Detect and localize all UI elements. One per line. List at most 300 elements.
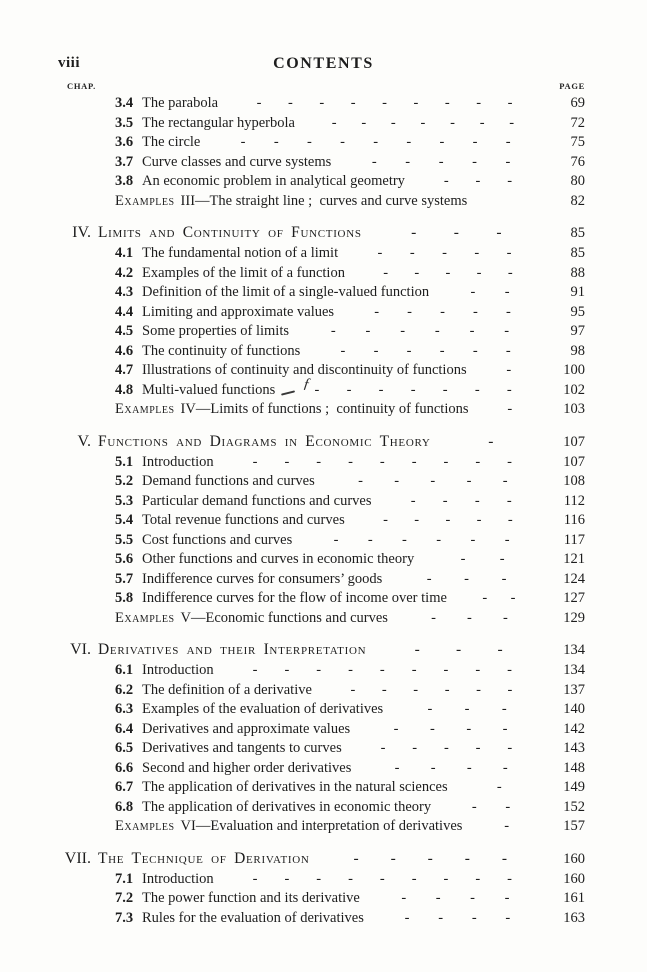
leader-dash: - — [371, 153, 377, 170]
entry-title: An economic problem in analytical geometry — [142, 173, 405, 189]
entry-title: The power function and its derivative — [142, 890, 360, 906]
leader-dash: - — [475, 740, 481, 756]
dash-leader — [372, 492, 549, 512]
section-number: 5.1 — [115, 453, 134, 470]
toc-entry — [58, 889, 585, 909]
leader-dash: - — [505, 153, 511, 170]
leader-dash: - — [444, 681, 450, 698]
leader-dash: - — [443, 453, 449, 470]
dash-leader — [383, 700, 549, 720]
section-number: 4.7 — [115, 362, 134, 378]
leader-dash: - — [330, 323, 336, 339]
leader-dash: - — [467, 609, 472, 626]
page-number: 148 — [563, 759, 585, 776]
section-number: 3.7 — [115, 153, 134, 170]
leader-dash: - — [507, 95, 513, 111]
entry-title: Other functions and curves in economic theory — [142, 551, 415, 567]
page-title: CONTENTS — [273, 55, 374, 72]
section-number: 5.8 — [115, 590, 134, 606]
leader-dash: - — [256, 95, 262, 111]
section-number: 4.3 — [115, 284, 134, 300]
leader-dash: - — [466, 720, 472, 737]
entry-title: Derivatives and tangents to curves — [142, 740, 342, 756]
examples-label: Examples — [115, 401, 175, 417]
page-number: 88 — [570, 264, 585, 281]
dash-leader — [295, 114, 549, 134]
section-number: 6.3 — [115, 701, 134, 717]
chapter-title: Functions and Diagrams in Economic Theory — [98, 432, 431, 450]
leader-dash: - — [252, 453, 258, 470]
entry-title: The rectangular hyperbola — [142, 114, 295, 131]
toc-entry — [58, 303, 585, 323]
leader-dash: - — [497, 641, 503, 658]
page-number: 103 — [563, 401, 585, 417]
toc-entry — [58, 661, 585, 681]
leader-dash: - — [377, 245, 383, 261]
page-column-label: PAGE — [559, 81, 585, 91]
toc-entry — [58, 94, 585, 114]
dash-leader — [289, 322, 549, 342]
leader-dash: - — [505, 342, 511, 359]
page-number: 107 — [563, 453, 585, 470]
toc-entry — [58, 759, 585, 779]
toc-entry — [58, 550, 585, 570]
leader-dash: - — [507, 681, 513, 698]
folio-number: viii — [58, 55, 81, 71]
page-number: 95 — [570, 303, 585, 320]
leader-dash: - — [379, 870, 385, 887]
dash-leader — [350, 720, 549, 740]
leader-dash: - — [442, 381, 448, 398]
leader-dash: - — [504, 284, 510, 300]
section-number: 7.3 — [115, 909, 134, 926]
leader-dash: - — [306, 134, 312, 150]
dash-leader — [312, 681, 549, 701]
leader-dash: - — [383, 512, 388, 528]
page-number: 129 — [563, 609, 585, 626]
leader-dash: - — [284, 453, 290, 470]
dash-leader — [345, 264, 549, 284]
entry-title: The definition of a derivative — [142, 681, 312, 698]
page-number: 98 — [570, 342, 585, 359]
toc-entry — [58, 472, 585, 492]
entry-title: Total revenue functions and curves — [142, 512, 345, 528]
leader-dash: - — [382, 95, 387, 111]
toc-entry — [58, 720, 585, 740]
dash-leader — [214, 661, 549, 681]
page-number: 163 — [563, 909, 585, 926]
section-number: 4.8 — [115, 381, 134, 398]
section-number: 6.1 — [115, 662, 134, 678]
leader-dash: - — [316, 662, 322, 678]
leader-dash: - — [414, 264, 420, 281]
entry-title: Examples of the evaluation of derivatives — [142, 701, 384, 717]
dash-leader — [448, 778, 549, 798]
chapter-numeral: VI. — [70, 641, 91, 658]
section-number: 5.2 — [115, 473, 134, 489]
leader-dash: - — [474, 245, 480, 261]
page-number: 152 — [563, 798, 585, 815]
section-number: 4.2 — [115, 264, 134, 281]
leader-dash: - — [475, 662, 481, 678]
leader-dash: - — [435, 890, 441, 906]
entry-title: The application of derivatives in the natural sciences — [142, 779, 448, 795]
leader-dash: - — [504, 818, 510, 834]
leader-dash: - — [380, 740, 386, 756]
leader-dash: - — [365, 323, 371, 339]
leader-dash: - — [506, 245, 512, 261]
leader-dash: - — [413, 681, 419, 698]
toc-entry — [58, 322, 585, 342]
page-number: 72 — [570, 114, 585, 131]
section-number: 5.3 — [115, 492, 134, 509]
dash-leader — [362, 222, 549, 243]
leader-dash: - — [470, 284, 476, 300]
toc-entry — [58, 283, 585, 303]
leader-dash: - — [506, 492, 512, 509]
leader-dash: - — [273, 134, 279, 150]
leader-dash: - — [348, 870, 353, 887]
leader-dash: - — [374, 303, 380, 320]
toc-entry — [58, 153, 585, 173]
toc-entry — [58, 172, 585, 192]
leader-dash: - — [400, 323, 406, 339]
chapter-title: Derivatives and their Interpretation — [98, 641, 367, 658]
toc-entry — [58, 264, 585, 284]
page-number: 121 — [563, 551, 585, 567]
toc-entry — [58, 511, 585, 531]
leader-dash: - — [429, 720, 435, 737]
entry-title: Examples of the limit of a function — [142, 264, 345, 281]
entry-title: Illustrations of continuity and discontinuity of functions — [142, 362, 467, 378]
toc-entry — [58, 531, 585, 551]
dash-leader — [345, 511, 549, 531]
section-number: 5.6 — [115, 551, 134, 567]
page-number: 108 — [563, 473, 585, 489]
leader-dash: - — [445, 512, 451, 528]
page-number: 117 — [563, 531, 585, 548]
entry-title: The application of derivatives in economic theory — [142, 798, 432, 815]
leader-dash: - — [319, 95, 325, 111]
leader-dash: - — [426, 570, 432, 587]
leader-dash: - — [240, 134, 246, 150]
leader-dash: - — [439, 342, 445, 359]
toc-entry — [58, 798, 585, 818]
leader-dash: - — [406, 342, 412, 359]
toc-chapter-heading — [58, 848, 585, 870]
leader-dash: - — [436, 531, 442, 548]
page-number: 124 — [563, 570, 585, 587]
leader-dash: - — [411, 453, 417, 470]
dash-leader — [300, 342, 549, 362]
leader-dash: - — [394, 759, 400, 776]
leader-dash: - — [504, 531, 510, 548]
leader-dash: - — [340, 134, 345, 150]
leader-dash: - — [506, 381, 512, 398]
page-number: 102 — [563, 381, 585, 398]
entry-title: III—The straight line ; curves and curve systems — [180, 192, 468, 209]
leader-dash: - — [414, 512, 420, 528]
dash-leader — [338, 244, 549, 264]
page-number: 134 — [563, 642, 585, 658]
entry-title: IV—Limits of functions ; continuity of functions — [180, 401, 469, 417]
leader-dash: - — [427, 849, 433, 867]
leader-dash: - — [466, 759, 472, 776]
dash-leader — [469, 400, 549, 420]
dash-leader — [366, 639, 549, 660]
leader-dash: - — [507, 870, 512, 887]
leader-dash: - — [507, 740, 513, 756]
section-number: 6.6 — [115, 759, 134, 776]
leader-dash: - — [501, 849, 508, 867]
page-number: 116 — [563, 512, 585, 528]
dash-leader — [310, 848, 549, 869]
entry-title: Curve classes and curve systems — [142, 153, 332, 170]
leader-dash: - — [470, 531, 476, 548]
leader-dash: - — [252, 662, 258, 678]
section-number: 4.6 — [115, 342, 134, 359]
leader-dash: - — [331, 114, 337, 131]
leader-dash: - — [378, 381, 384, 398]
leader-dash: - — [507, 264, 513, 281]
toc-entry — [58, 453, 585, 473]
toc-entry — [58, 570, 585, 590]
leader-dash: - — [409, 245, 415, 261]
chapter-title: Limits and Continuity of Functions — [98, 224, 362, 241]
page-header — [58, 55, 587, 74]
dash-leader — [351, 759, 549, 779]
page-number: 140 — [563, 701, 585, 717]
leader-dash: - — [438, 909, 444, 926]
toc-entry — [58, 817, 585, 837]
leader-dash: - — [507, 173, 513, 189]
leader-dash: - — [401, 890, 407, 906]
entry-title: Indifference curves for consumers’ goods — [142, 570, 383, 587]
page-number: 160 — [563, 850, 585, 867]
toc-entry — [58, 114, 585, 134]
leader-dash: - — [502, 759, 508, 776]
entry-title: Definition of the limit of a single-valued function — [142, 284, 430, 300]
leader-dash: - — [507, 662, 512, 678]
toc-entry — [58, 700, 585, 720]
section-number: 3.6 — [115, 134, 134, 150]
page-number: 112 — [563, 492, 585, 509]
leader-dash: - — [466, 473, 472, 489]
leader-dash: - — [288, 95, 293, 111]
leader-dash: - — [390, 849, 396, 867]
dash-leader — [431, 798, 549, 818]
chapter-numeral: VII. — [64, 849, 91, 867]
leader-dash: - — [471, 909, 477, 926]
leader-dash: - — [479, 114, 485, 131]
toc-entry — [58, 739, 585, 759]
leader-dash: - — [284, 870, 290, 887]
leader-dash: - — [284, 662, 290, 678]
leader-dash: - — [470, 890, 476, 906]
leader-dash: - — [367, 531, 373, 548]
leader-dash: - — [476, 264, 482, 281]
leader-dash: - — [443, 173, 449, 189]
leader-dash: - — [496, 224, 502, 241]
dash-leader — [334, 303, 549, 323]
leader-dash: - — [445, 264, 451, 281]
leader-dash: - — [411, 224, 417, 241]
leader-dash: - — [379, 662, 385, 678]
dash-leader — [214, 870, 549, 890]
toc-chapter-heading — [58, 431, 585, 453]
toc-entry — [58, 361, 585, 381]
dash-leader — [414, 550, 549, 570]
leader-dash: - — [474, 381, 480, 398]
page-number: 134 — [563, 662, 585, 678]
leader-dash: - — [412, 740, 418, 756]
leader-dash: - — [505, 134, 511, 150]
section-number: 7.1 — [115, 870, 134, 887]
entry-title: Introduction — [142, 870, 214, 887]
toc-entry — [58, 609, 585, 629]
leader-dash: - — [410, 492, 416, 509]
leader-dash: - — [472, 342, 478, 359]
leader-dash: - — [476, 681, 481, 698]
leader-dash: - — [393, 720, 399, 737]
entry-title: Rules for the evaluation of derivatives — [142, 909, 364, 926]
dash-leader — [315, 472, 549, 492]
toc-entry — [58, 192, 585, 212]
entry-title: Cost functions and curves — [142, 531, 293, 548]
section-number: 3.8 — [115, 173, 134, 189]
leader-dash: - — [404, 909, 410, 926]
leader-dash: - — [476, 512, 482, 528]
toc-entry — [58, 870, 585, 890]
toc-entry — [58, 133, 585, 153]
leader-dash: - — [464, 570, 470, 587]
section-number: 5.4 — [115, 512, 134, 528]
leader-dash: - — [469, 323, 475, 339]
leader-dash: - — [464, 849, 470, 867]
chapter-numeral: V. — [77, 432, 91, 450]
leader-dash: - — [443, 740, 449, 756]
leader-dash: - — [420, 114, 426, 131]
leader-dash: - — [410, 381, 416, 398]
entry-title: The parabola — [142, 95, 219, 111]
toc-entry — [58, 778, 585, 798]
entry-title: Multi-valued functions — [142, 381, 276, 398]
page-number: 85 — [570, 245, 585, 261]
toc-chapter-heading — [58, 639, 585, 661]
leader-dash: - — [501, 701, 507, 717]
page-number: 161 — [563, 890, 585, 906]
leader-dash: - — [413, 95, 419, 111]
dash-leader — [331, 153, 549, 173]
leader-dash: - — [507, 401, 513, 417]
leader-dash: - — [471, 798, 477, 815]
toc-entry — [58, 342, 585, 362]
dash-leader — [364, 909, 549, 929]
toc-entry — [58, 909, 585, 929]
leader-dash: - — [501, 570, 507, 587]
leader-dash: - — [505, 909, 511, 926]
toc-chapter-heading — [58, 222, 585, 244]
leader-dash: - — [450, 114, 455, 131]
page-number: 127 — [563, 590, 585, 606]
dash-leader — [292, 531, 549, 551]
entry-title: Demand functions and curves — [142, 473, 315, 489]
toc-entry — [58, 381, 585, 401]
entry-title: Some properties of limits — [142, 323, 289, 339]
leader-dash: - — [361, 114, 367, 131]
section-number: 3.5 — [115, 114, 134, 131]
section-number: 6.5 — [115, 740, 134, 756]
leader-dash: - — [314, 381, 320, 398]
dash-leader — [200, 133, 549, 153]
entry-title: Indifference curves for the flow of income over time — [142, 590, 447, 606]
leader-dash: - — [407, 303, 412, 320]
leader-dash: - — [506, 362, 512, 378]
page-number: 149 — [563, 779, 585, 795]
examples-label: Examples — [115, 609, 175, 626]
entry-title: Introduction — [142, 453, 214, 470]
leader-dash: - — [444, 95, 450, 111]
leader-dash: - — [348, 453, 353, 470]
page-number: 69 — [570, 95, 585, 111]
toc-list — [58, 94, 585, 928]
toc-entry — [58, 589, 585, 609]
dash-leader — [382, 570, 549, 590]
leader-dash: - — [431, 609, 436, 626]
leader-dash: - — [353, 849, 359, 867]
page-number: 157 — [563, 818, 585, 834]
entry-title: The fundamental notion of a limit — [142, 245, 339, 261]
chapter-column-label: CHAP. — [67, 81, 96, 91]
section-number: 5.5 — [115, 531, 134, 548]
leader-dash: - — [503, 609, 508, 626]
leader-dash: - — [443, 870, 449, 887]
leader-dash: - — [316, 453, 322, 470]
page-number: 97 — [570, 323, 585, 339]
leader-dash: - — [443, 662, 449, 678]
leader-dash: - — [340, 342, 346, 359]
page-number: 91 — [570, 284, 585, 300]
toc-entry — [58, 400, 585, 420]
leader-dash: - — [394, 473, 400, 489]
leader-dash: - — [430, 759, 436, 776]
leader-dash: - — [475, 173, 481, 189]
entry-title: Particular demand functions and curves — [142, 492, 372, 509]
leader-dash: - — [442, 245, 447, 261]
section-number: 4.1 — [115, 245, 134, 261]
dash-leader — [388, 609, 549, 629]
page-number: 107 — [563, 433, 585, 450]
leader-dash: - — [439, 134, 445, 150]
page-number: 100 — [563, 362, 585, 378]
leader-dash: - — [464, 701, 470, 717]
page-number: 137 — [563, 681, 585, 698]
leader-dash: - — [472, 153, 477, 170]
leader-dash: - — [346, 381, 352, 398]
toc-entry — [58, 492, 585, 512]
leader-dash: - — [402, 531, 407, 548]
leader-dash: - — [381, 681, 387, 698]
section-number: 7.2 — [115, 890, 134, 906]
entry-title: The circle — [142, 134, 201, 150]
dash-leader — [462, 817, 549, 837]
leader-dash: - — [488, 432, 494, 450]
leader-dash: - — [502, 720, 508, 737]
leader-dash: - — [411, 662, 417, 678]
leader-dash: - — [504, 890, 510, 906]
dash-leader — [447, 589, 549, 609]
leader-dash: - — [414, 641, 420, 658]
